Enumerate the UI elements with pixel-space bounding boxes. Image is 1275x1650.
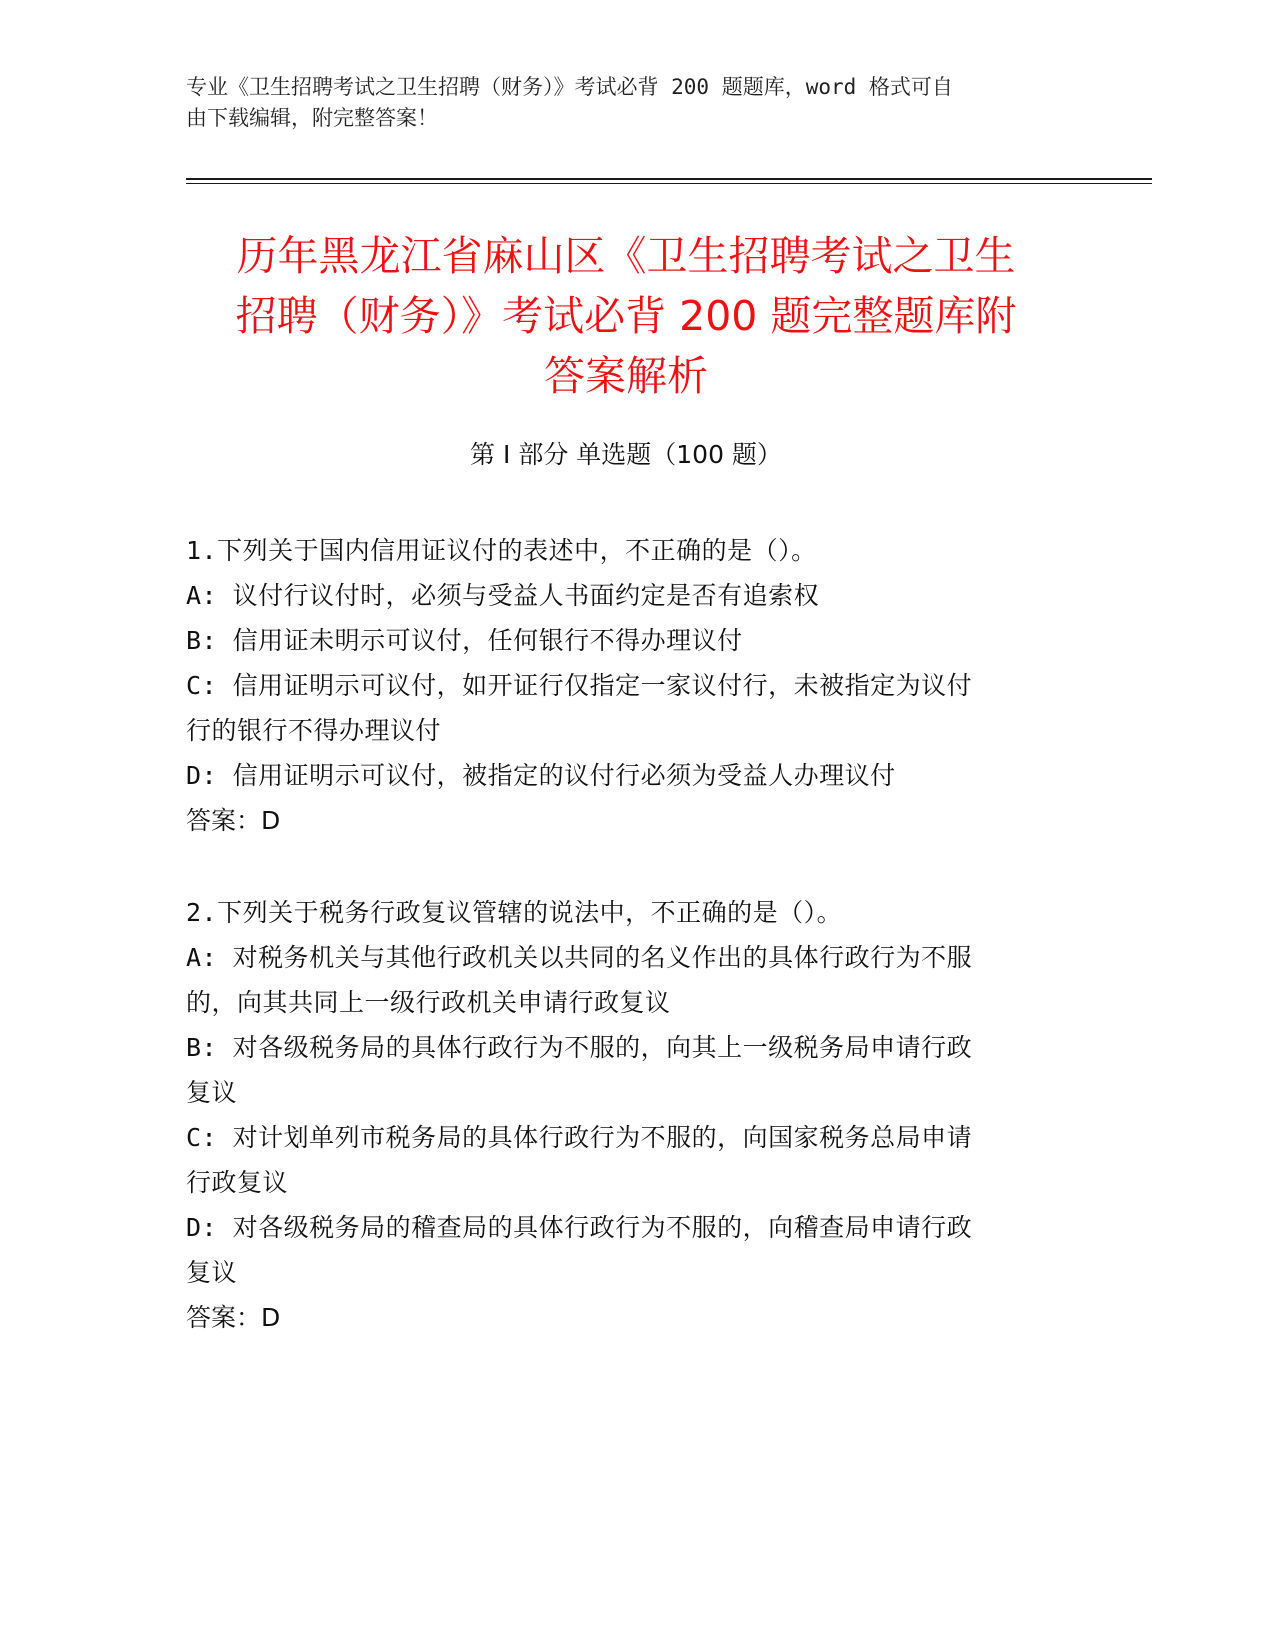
header-note xyxy=(186,72,1066,134)
option-b: B: 对各级税务局的具体行政行为不服的，向其上一级税务局申请行政 xyxy=(186,1033,973,1062)
header-divider-thin xyxy=(186,183,1152,184)
option-c-continued: 行的银行不得办理议付 xyxy=(186,716,442,745)
answer: 答案：D xyxy=(186,1303,281,1332)
option-a-continued: 的，向其共同上一级行政机关申请行政复议 xyxy=(186,988,671,1017)
option-a: A: 议付行议付时，必须与受益人书面约定是否有追索权 xyxy=(186,581,820,610)
option-c: C: 对计划单列市税务局的具体行政行为不服的，向国家税务总局申请 xyxy=(186,1123,973,1152)
option-b-continued: 复议 xyxy=(186,1078,238,1107)
option-d: D: 信用证明示可议付，被指定的议付行必须为受益人办理议付 xyxy=(186,761,896,790)
header-divider-thick xyxy=(186,178,1152,180)
document-title xyxy=(186,226,1066,406)
section-heading: 第 I 部分 单选题（100 题） xyxy=(470,440,782,469)
question-2 xyxy=(186,890,1086,1340)
option-c: C: 信用证明示可议付，如开证行仅指定一家议付行，未被指定为议付 xyxy=(186,671,973,700)
option-d-continued: 复议 xyxy=(186,1258,238,1287)
title-line-3: 答案解析 xyxy=(544,352,708,400)
option-b: B: 信用证未明示可议付，任何银行不得办理议付 xyxy=(186,626,743,655)
question-stem: 1.下列关于国内信用证议付的表述中，不正确的是（）。 xyxy=(186,536,817,565)
answer: 答案：D xyxy=(186,806,281,835)
title-line-1: 历年黑龙江省麻山区《卫生招聘考试之卫生 xyxy=(236,232,1016,280)
option-c-continued: 行政复议 xyxy=(186,1168,289,1197)
header-line-2: 由下载编辑，附完整答案！ xyxy=(186,106,438,130)
option-a: A: 对税务机关与其他行政机关以共同的名义作出的具体行政行为不服 xyxy=(186,943,973,972)
question-stem: 2.下列关于税务行政复议管辖的说法中，不正确的是（）。 xyxy=(186,898,843,927)
question-1 xyxy=(186,528,1086,843)
header-line-1: 专业《卫生招聘考试之卫生招聘（财务）》考试必背 200 题题库，word 格式可自 xyxy=(186,75,953,99)
title-line-2: 招聘（财务）》考试必背 200 题完整题库附 xyxy=(235,292,1017,340)
option-d: D: 对各级税务局的稽查局的具体行政行为不服的，向稽查局申请行政 xyxy=(186,1213,973,1242)
